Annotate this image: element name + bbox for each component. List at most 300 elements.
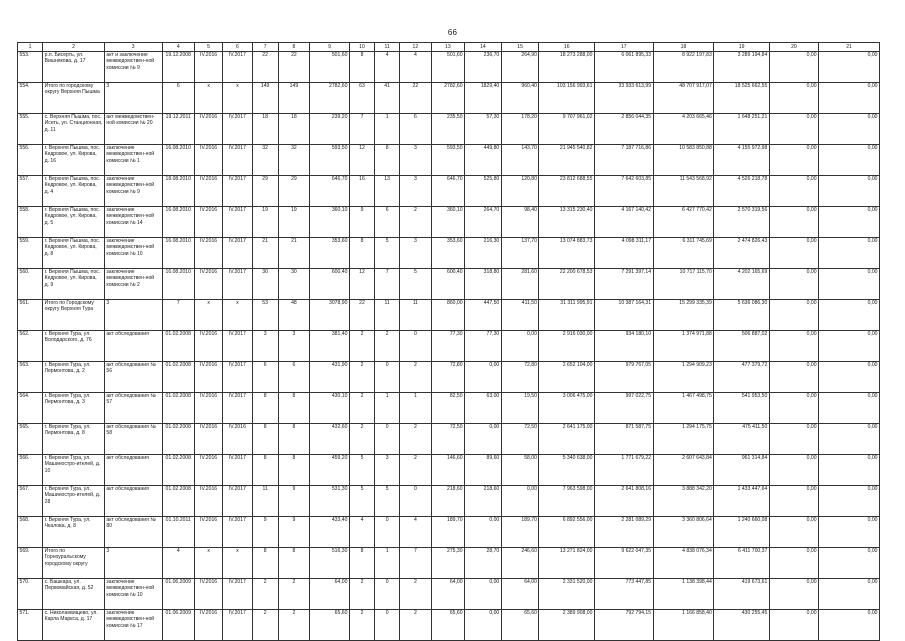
table-row xyxy=(18,114,880,145)
cell-document: акт и заключение межведомствен-ной комиссии № 9 xyxy=(104,52,162,83)
cell-row-number: 553. xyxy=(18,52,43,83)
cell-area-municipal: 143,70 xyxy=(501,145,539,176)
cell-rooms-private: 5 xyxy=(375,238,400,269)
cell-local-budget: 3 289 194,84 xyxy=(714,52,770,83)
cell-area-municipal: 411,50 xyxy=(501,300,539,331)
cell-fund-share: 33 933 613,99 xyxy=(594,83,653,114)
cell-residents: 149 xyxy=(252,83,278,114)
column-number-16: 16 xyxy=(539,43,595,52)
cell-persons: 6 xyxy=(278,362,309,393)
cell-fund-share: 773 447,85 xyxy=(594,579,653,610)
table-row xyxy=(18,207,880,238)
table-row xyxy=(18,238,880,269)
cell-plan-end: IV.2017 xyxy=(223,176,252,207)
cell-other-funds: 0,00 xyxy=(819,548,880,579)
cell-area-municipal: 960,40 xyxy=(501,83,539,114)
cell-area-total: 65,60 xyxy=(310,610,350,641)
table-row xyxy=(18,579,880,610)
cell-area-total: 459,20 xyxy=(310,455,350,486)
cell-area-private: 449,80 xyxy=(465,145,502,176)
cell-area-resettled: 501,60 xyxy=(431,52,465,83)
cell-rooms-total: 12 xyxy=(349,269,374,300)
cell-area-private: 77,30 xyxy=(465,331,502,362)
cell-row-number: 558. xyxy=(18,207,43,238)
cell-row-number: 562. xyxy=(18,331,43,362)
column-number-21: 21 xyxy=(819,43,880,52)
cell-cost-total: 2 641 175,00 xyxy=(539,424,595,455)
cell-address: р.п. Бисерть, ул. Вишнякова, д. 17 xyxy=(43,52,105,83)
cell-plan-start: x xyxy=(194,548,222,579)
cell-rooms-municipal: 2 xyxy=(400,207,431,238)
cell-fund-share: 792 794,15 xyxy=(594,610,653,641)
cell-extra-funds: 0,00 xyxy=(769,114,818,145)
column-number-2: 2 xyxy=(43,43,105,52)
cell-local-budget: 4 526 218,78 xyxy=(714,176,770,207)
cell-row-number: 568. xyxy=(18,517,43,548)
cell-persons: 8 xyxy=(278,424,309,455)
cell-persons: 2 xyxy=(278,610,309,641)
cell-area-municipal: 178,20 xyxy=(501,114,539,145)
cell-other-funds: 0,00 xyxy=(819,114,880,145)
cell-local-budget: 506 887,02 xyxy=(714,331,770,362)
column-number-3: 3 xyxy=(104,43,162,52)
cell-rooms-total: 9 xyxy=(349,207,374,238)
cell-date: 16.08.2010 xyxy=(162,145,194,176)
cell-date: 7 xyxy=(162,300,194,331)
cell-residents: 3 xyxy=(252,331,278,362)
column-number-5: 5 xyxy=(194,43,222,52)
cell-regional-budget: 1 294 175,75 xyxy=(653,424,714,455)
cell-residents: 22 xyxy=(252,52,278,83)
cell-regional-budget: 3 360 806,64 xyxy=(653,517,714,548)
cell-regional-budget: 4 838 076,34 xyxy=(653,548,714,579)
cell-date: 6 xyxy=(162,83,194,114)
cell-residents: 11 xyxy=(252,486,278,517)
column-number-6: 6 xyxy=(223,43,252,52)
cell-rooms-private: 0 xyxy=(375,579,400,610)
cell-rooms-municipal: 4 xyxy=(400,52,431,83)
table-row xyxy=(18,362,880,393)
cell-row-number: 561. xyxy=(18,300,43,331)
cell-rooms-total: 2 xyxy=(349,362,374,393)
cell-fund-share: 2 856 044,35 xyxy=(594,114,653,145)
cell-area-private: 318,80 xyxy=(465,269,502,300)
cell-area-municipal: 64,00 xyxy=(501,579,539,610)
cell-regional-budget: 1 166 858,40 xyxy=(653,610,714,641)
cell-document: акт обследования № 56 xyxy=(104,362,162,393)
cell-rooms-total: 5 xyxy=(349,455,374,486)
cell-date: 16.08.2010 xyxy=(162,238,194,269)
cell-rooms-municipal: 0 xyxy=(400,486,431,517)
cell-rooms-total: 12 xyxy=(349,145,374,176)
cell-rooms-private: 0 xyxy=(375,517,400,548)
cell-area-private: 0,00 xyxy=(465,610,502,641)
cell-address: с. Верхняя Пышма, пос. Исеть, ул. Станционная, д. 11 xyxy=(43,114,105,145)
cell-address: г. Верхняя Пышма, пос. Кедровое, ул. Кирова, д. 4 xyxy=(43,176,105,207)
cell-rooms-private: 2 xyxy=(375,331,400,362)
cell-persons: 8 xyxy=(278,548,309,579)
cell-area-total: 430,10 xyxy=(310,393,350,424)
cell-fund-share: 9 622 047,35 xyxy=(594,548,653,579)
cell-rooms-total: 8 xyxy=(349,52,374,83)
cell-fund-share: 1 771 679,22 xyxy=(594,455,653,486)
cell-rooms-municipal: 2 xyxy=(400,424,431,455)
cell-plan-end: IV.2017 xyxy=(223,517,252,548)
cell-cost-total: 2 652 104,00 xyxy=(539,362,595,393)
cell-address: г. Верхняя Пышма, пос. Кедровое, ул. Кирова, д. 5 xyxy=(43,207,105,238)
cell-cost-total: 22 200 678,53 xyxy=(539,269,595,300)
cell-address: с. Николаевищево, ул. Карла Маркса, д. 17 xyxy=(43,610,105,641)
cell-regional-budget: 1 467 498,75 xyxy=(653,393,714,424)
cell-other-funds: 0,00 xyxy=(819,207,880,238)
cell-document: 3 xyxy=(104,83,162,114)
cell-document: акт обследования № 58 xyxy=(104,424,162,455)
cell-extra-funds: 0,00 xyxy=(769,393,818,424)
cell-other-funds: 0,00 xyxy=(819,269,880,300)
table-row xyxy=(18,393,880,424)
cell-document: заключение межведомствен-ной комиссии № 14 xyxy=(104,207,162,238)
cell-plan-start: IV.2016 xyxy=(194,331,222,362)
cell-residents: 32 xyxy=(252,145,278,176)
cell-regional-budget: 6 427 770,42 xyxy=(653,207,714,238)
cell-area-municipal: 264,90 xyxy=(501,52,539,83)
cell-area-resettled: 72,80 xyxy=(431,362,465,393)
cell-other-funds: 0,00 xyxy=(819,393,880,424)
cell-area-municipal: 72,80 xyxy=(501,362,539,393)
cell-local-budget: 1 433 447,64 xyxy=(714,486,770,517)
cell-plan-start: IV.2016 xyxy=(194,52,222,83)
cell-rooms-total: 2 xyxy=(349,424,374,455)
page-number: 66 xyxy=(447,28,458,37)
cell-persons: 2 xyxy=(278,579,309,610)
cell-other-funds: 0,00 xyxy=(819,83,880,114)
cell-residents: 29 xyxy=(252,176,278,207)
cell-date: 01.02.2008 xyxy=(162,331,194,362)
column-number-9: 9 xyxy=(310,43,350,52)
cell-cost-total: 103 156 993,61 xyxy=(539,83,595,114)
cell-rooms-private: 4 xyxy=(375,52,400,83)
column-number-7: 7 xyxy=(252,43,278,52)
column-number-4: 4 xyxy=(162,43,194,52)
cell-cost-total: 6 892 556,00 xyxy=(539,517,595,548)
cell-extra-funds: 0,00 xyxy=(769,300,818,331)
cell-plan-start: IV.2016 xyxy=(194,145,222,176)
cell-document: заключение межведомствен-ной комиссии № 10 xyxy=(104,579,162,610)
cell-document: акт обследования xyxy=(104,486,162,517)
cell-document: заключение межведомствен-ной комиссии № 2 xyxy=(104,269,162,300)
cell-address: г. Верхняя Тура, ул. Чкалова, д. 8 xyxy=(43,517,105,548)
cell-local-budget: 2 474 826,43 xyxy=(714,238,770,269)
cell-date: 01.02.2008 xyxy=(162,393,194,424)
cell-date: 16.08.2010 xyxy=(162,207,194,238)
cell-area-resettled: 64,00 xyxy=(431,579,465,610)
cell-area-total: 353,60 xyxy=(310,238,350,269)
cell-row-number: 557. xyxy=(18,176,43,207)
cell-row-number: 571. xyxy=(18,610,43,641)
cell-plan-end: IV.2017 xyxy=(223,269,252,300)
cell-regional-budget: 6 311 745,69 xyxy=(653,238,714,269)
cell-address: г. Верхняя Пышма, пос. Кедровое, ул. Кирова, д. 8 xyxy=(43,238,105,269)
cell-area-municipal: 189,70 xyxy=(501,517,539,548)
cell-other-funds: 0,00 xyxy=(819,362,880,393)
housing-resettlement-table xyxy=(17,42,880,641)
cell-other-funds: 0,00 xyxy=(819,424,880,455)
table-row xyxy=(18,331,880,362)
cell-row-number: 563. xyxy=(18,362,43,393)
cell-rooms-municipal: 2 xyxy=(400,362,431,393)
table-row xyxy=(18,269,880,300)
cell-plan-start: IV.2016 xyxy=(194,455,222,486)
cell-rooms-private: 3 xyxy=(375,455,400,486)
cell-other-funds: 0,00 xyxy=(819,176,880,207)
cell-rooms-municipal: 7 xyxy=(400,548,431,579)
cell-area-municipal: 65,60 xyxy=(501,610,539,641)
cell-address: г. Верхняя Тура, ул. Лермонтова, д. 3 xyxy=(43,393,105,424)
cell-residents: 8 xyxy=(252,424,278,455)
cell-plan-end: IV.2016 xyxy=(223,424,252,455)
cell-row-number: 560. xyxy=(18,269,43,300)
cell-fund-share: 2 281 089,29 xyxy=(594,517,653,548)
cell-date: 4 xyxy=(162,548,194,579)
cell-other-funds: 0,00 xyxy=(819,52,880,83)
cell-fund-share: 4 167 140,42 xyxy=(594,207,653,238)
cell-residents: 8 xyxy=(252,393,278,424)
cell-fund-share: 871 587,75 xyxy=(594,424,653,455)
cell-local-budget: 4 202 165,69 xyxy=(714,269,770,300)
cell-extra-funds: 0,00 xyxy=(769,176,818,207)
table-row xyxy=(18,300,880,331)
cell-area-municipal: 19,50 xyxy=(501,393,539,424)
cell-row-number: 556. xyxy=(18,145,43,176)
table-row xyxy=(18,83,880,114)
column-number-8: 8 xyxy=(278,43,309,52)
cell-other-funds: 0,00 xyxy=(819,486,880,517)
cell-rooms-private: 41 xyxy=(375,83,400,114)
cell-plan-end: IV.2017 xyxy=(223,362,252,393)
cell-rooms-municipal: 22 xyxy=(400,83,431,114)
cell-local-budget: 1 240 660,08 xyxy=(714,517,770,548)
cell-persons: 3 xyxy=(278,331,309,362)
cell-residents: 21 xyxy=(252,238,278,269)
cell-area-municipal: 58,00 xyxy=(501,455,539,486)
column-number-20: 20 xyxy=(769,43,818,52)
cell-area-private: 447,50 xyxy=(465,300,502,331)
cell-area-total: 2782,60 xyxy=(310,83,350,114)
cell-area-private: 216,30 xyxy=(465,238,502,269)
cell-area-resettled: 600,40 xyxy=(431,269,465,300)
cell-fund-share: 934 180,10 xyxy=(594,331,653,362)
cell-plan-start: IV.2016 xyxy=(194,362,222,393)
cell-regional-budget: 8 922 197,83 xyxy=(653,52,714,83)
cell-rooms-municipal: 6 xyxy=(400,114,431,145)
cell-plan-end: IV.2017 xyxy=(223,579,252,610)
cell-address: Итого по городскому округу Верхняя Пышма xyxy=(43,83,105,114)
column-number-12: 12 xyxy=(400,43,431,52)
cell-address: Итого по Горноуральскому городскому округу xyxy=(43,548,105,579)
cell-residents: 19 xyxy=(252,207,278,238)
column-number-19: 19 xyxy=(714,43,770,52)
cell-area-resettled: 360,10 xyxy=(431,207,465,238)
cell-rooms-total: 2 xyxy=(349,393,374,424)
cell-fund-share: 7 291 397,14 xyxy=(594,269,653,300)
cell-regional-budget: 48 707 917,07 xyxy=(653,83,714,114)
cell-rooms-total: 5 xyxy=(349,486,374,517)
cell-fund-share: 4 098 311,17 xyxy=(594,238,653,269)
cell-rooms-municipal: 11 xyxy=(400,300,431,331)
cell-rooms-private: 6 xyxy=(375,207,400,238)
cell-row-number: 569. xyxy=(18,548,43,579)
cell-row-number: 564. xyxy=(18,393,43,424)
cell-rooms-private: 5 xyxy=(375,486,400,517)
cell-cost-total: 2 331 520,00 xyxy=(539,579,595,610)
cell-document: заключение межведомствен-ной комиссии № 10 xyxy=(104,238,162,269)
cell-rooms-municipal: 3 xyxy=(400,145,431,176)
cell-cost-total: 23 812 688,55 xyxy=(539,176,595,207)
cell-persons: 29 xyxy=(278,176,309,207)
cell-plan-start: IV.2016 xyxy=(194,176,222,207)
cell-extra-funds: 0,00 xyxy=(769,486,818,517)
cell-plan-end: IV.2017 xyxy=(223,238,252,269)
column-number-17: 17 xyxy=(594,43,653,52)
cell-document: 3 xyxy=(104,300,162,331)
cell-area-resettled: 189,70 xyxy=(431,517,465,548)
cell-plan-end: IV.2017 xyxy=(223,455,252,486)
cell-local-budget: 419 673,61 xyxy=(714,579,770,610)
cell-persons: 21 xyxy=(278,238,309,269)
cell-regional-budget: 10 583 850,88 xyxy=(653,145,714,176)
cell-area-total: 432,60 xyxy=(310,424,350,455)
cell-other-funds: 0,00 xyxy=(819,579,880,610)
cell-row-number: 570. xyxy=(18,579,43,610)
cell-area-total: 646,70 xyxy=(310,176,350,207)
cell-area-resettled: 65,60 xyxy=(431,610,465,641)
cell-plan-start: x xyxy=(194,83,222,114)
cell-area-municipal: 246,60 xyxy=(501,548,539,579)
cell-area-private: 264,70 xyxy=(465,207,502,238)
cell-extra-funds: 0,00 xyxy=(769,455,818,486)
table-row xyxy=(18,52,880,83)
cell-date: 18.08.2010 xyxy=(162,176,194,207)
cell-cost-total: 13 074 883,73 xyxy=(539,238,595,269)
cell-rooms-municipal: 5 xyxy=(400,269,431,300)
cell-address: г. Верхняя Пышма, пос. Кедровое, ул. Кирова, д. 16 xyxy=(43,145,105,176)
cell-date: 01.06.2009 xyxy=(162,610,194,641)
cell-row-number: 554. xyxy=(18,83,43,114)
cell-area-private: 57,30 xyxy=(465,114,502,145)
cell-fund-share: 7 642 603,85 xyxy=(594,176,653,207)
cell-area-resettled: 860,00 xyxy=(431,300,465,331)
cell-address: г. Верхняя Тура, ул. Володарского, д. 76 xyxy=(43,331,105,362)
cell-area-total: 431,90 xyxy=(310,362,350,393)
cell-residents: 6 xyxy=(252,362,278,393)
cell-rooms-municipal: 3 xyxy=(400,238,431,269)
cell-area-private: 63,00 xyxy=(465,393,502,424)
cell-document: заключение межведомствен-ной комиссии № 9 xyxy=(104,176,162,207)
cell-area-private: 236,70 xyxy=(465,52,502,83)
cell-cost-total: 21 945 540,82 xyxy=(539,145,595,176)
cell-plan-end: IV.2017 xyxy=(223,52,252,83)
cell-extra-funds: 0,00 xyxy=(769,83,818,114)
cell-rooms-total: 2 xyxy=(349,610,374,641)
cell-rooms-private: 1 xyxy=(375,548,400,579)
table-row xyxy=(18,455,880,486)
cell-rooms-total: 4 xyxy=(349,517,374,548)
table-row xyxy=(18,145,880,176)
cell-fund-share: 979 767,05 xyxy=(594,362,653,393)
cell-area-total: 360,10 xyxy=(310,207,350,238)
cell-local-budget: 2 570 319,56 xyxy=(714,207,770,238)
table-row xyxy=(18,176,880,207)
cell-document: акт межведомствен-ной комиссии № 20 xyxy=(104,114,162,145)
cell-date: 01.02.2008 xyxy=(162,455,194,486)
cell-residents: 8 xyxy=(252,548,278,579)
cell-local-budget: 18 525 662,55 xyxy=(714,83,770,114)
column-number-15: 15 xyxy=(501,43,539,52)
cell-area-total: 64,00 xyxy=(310,579,350,610)
cell-fund-share: 2 641 808,16 xyxy=(594,486,653,517)
cell-residents: 53 xyxy=(252,300,278,331)
cell-extra-funds: 0,00 xyxy=(769,52,818,83)
cell-fund-share: 10 387 164,31 xyxy=(594,300,653,331)
column-number-18: 18 xyxy=(653,43,714,52)
cell-area-private: 28,70 xyxy=(465,548,502,579)
cell-rooms-total: 2 xyxy=(349,331,374,362)
cell-row-number: 566. xyxy=(18,455,43,486)
cell-date: 16.08.2010 xyxy=(162,269,194,300)
cell-area-private: 0,00 xyxy=(465,424,502,455)
cell-plan-start: IV.2016 xyxy=(194,238,222,269)
table-row xyxy=(18,517,880,548)
cell-rooms-total: 7 xyxy=(349,114,374,145)
cell-local-budget: 961 314,84 xyxy=(714,455,770,486)
cell-plan-start: IV.2016 xyxy=(194,610,222,641)
cell-row-number: 565. xyxy=(18,424,43,455)
table-row xyxy=(18,548,880,579)
cell-local-budget: 4 155 972,98 xyxy=(714,145,770,176)
cell-date: 01.06.2009 xyxy=(162,579,194,610)
cell-extra-funds: 0,00 xyxy=(769,424,818,455)
cell-cost-total: 2 916 030,00 xyxy=(539,331,595,362)
cell-area-resettled: 593,50 xyxy=(431,145,465,176)
cell-area-total: 381,40 xyxy=(310,331,350,362)
cell-area-resettled: 353,60 xyxy=(431,238,465,269)
cell-cost-total: 13 315 230,40 xyxy=(539,207,595,238)
cell-area-total: 516,30 xyxy=(310,548,350,579)
cell-area-private: 89,60 xyxy=(465,455,502,486)
cell-local-budget: 430 255,45 xyxy=(714,610,770,641)
column-number-1: 1 xyxy=(18,43,43,52)
cell-persons: 149 xyxy=(278,83,309,114)
cell-persons: 9 xyxy=(278,486,309,517)
cell-cost-total: 3 006 475,00 xyxy=(539,393,595,424)
column-number-row xyxy=(18,43,880,52)
cell-persons: 19 xyxy=(278,207,309,238)
cell-residents: 2 xyxy=(252,610,278,641)
cell-persons: 9 xyxy=(278,517,309,548)
cell-area-resettled: 235,50 xyxy=(431,114,465,145)
cell-regional-budget: 3 888 342,20 xyxy=(653,486,714,517)
cell-regional-budget: 4 203 665,46 xyxy=(653,114,714,145)
cell-fund-share: 6 061 895,33 xyxy=(594,52,653,83)
cell-other-funds: 0,00 xyxy=(819,238,880,269)
cell-plan-end: IV.2017 xyxy=(223,486,252,517)
cell-persons: 22 xyxy=(278,52,309,83)
cell-document: акт обследования № 57 xyxy=(104,393,162,424)
cell-local-budget: 6 411 700,37 xyxy=(714,548,770,579)
cell-rooms-private: 7 xyxy=(375,269,400,300)
cell-address: г. Верхняя Тура, ул. Машиностро-ителей, д. 28 xyxy=(43,486,105,517)
table-row xyxy=(18,610,880,641)
